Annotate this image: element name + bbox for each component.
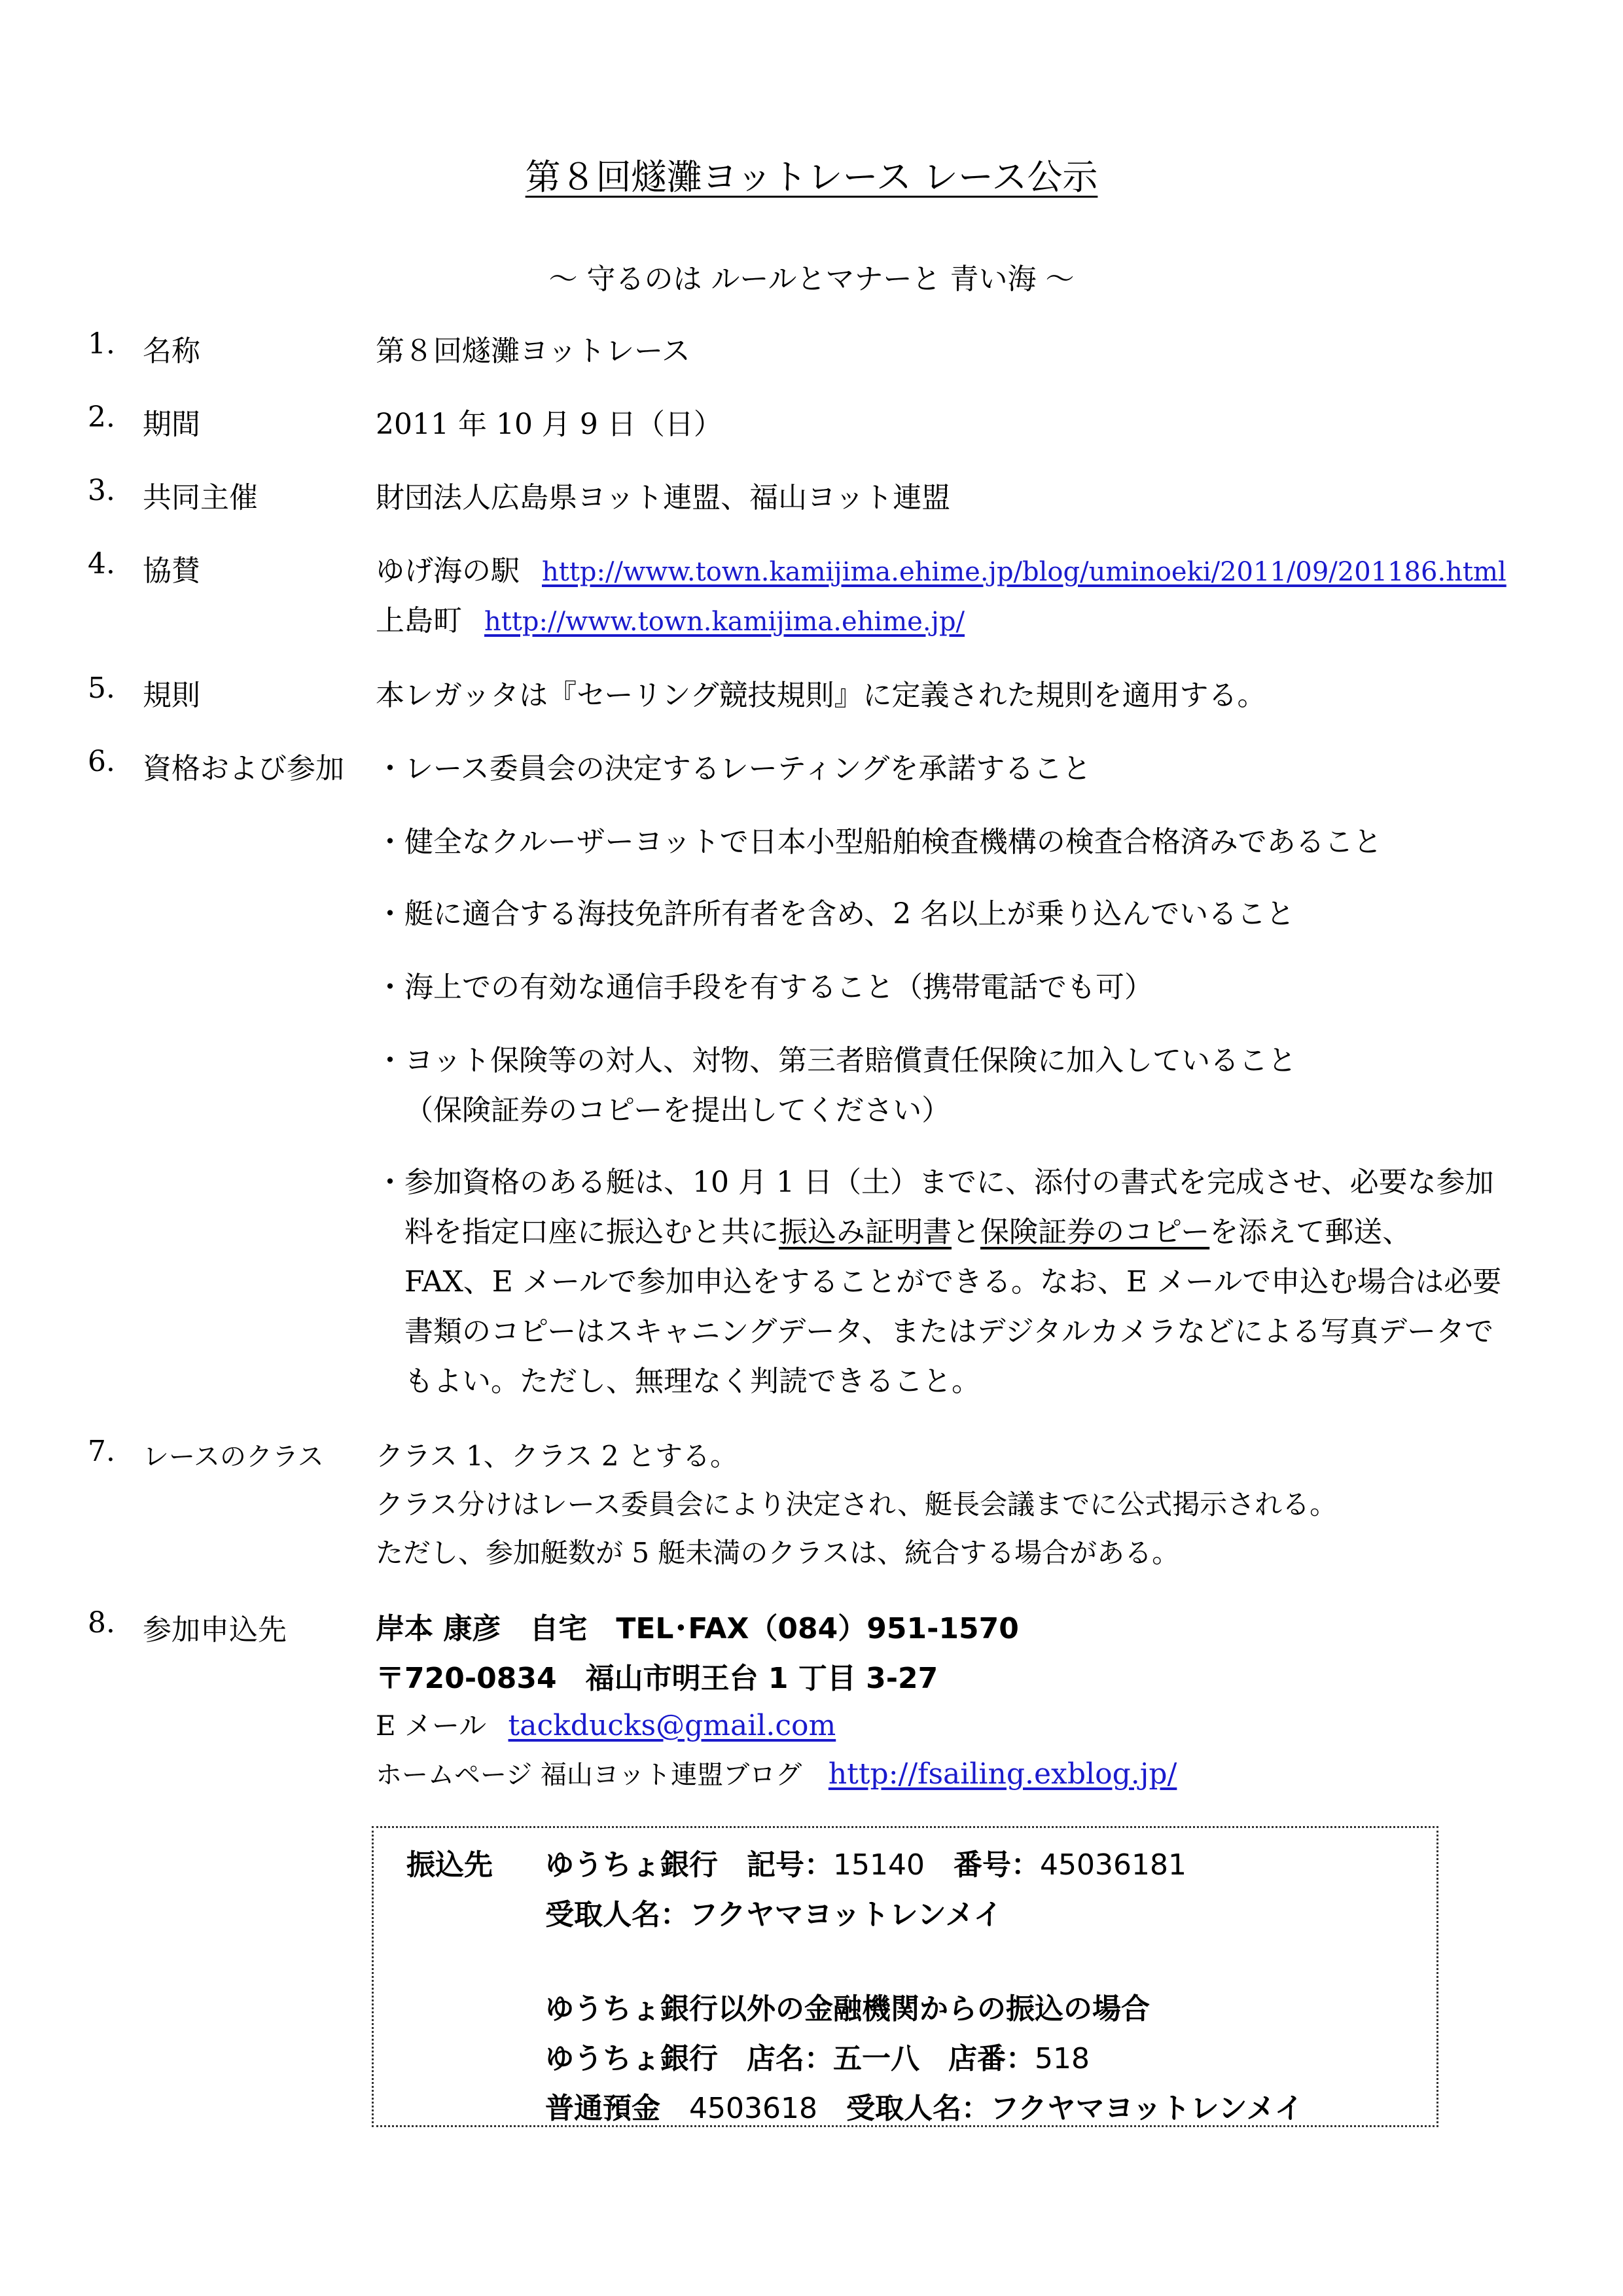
eligibility-bullet-6-line-4: 書類のコピーはスキャニングデータ、またはデジタルカメラなどによる写真データで — [404, 1315, 1494, 1348]
eligibility-bullet-3: 艇に適合する海技免許所有者を含め、2 名以上が乗り込んでいること — [404, 897, 1295, 931]
transfer-info-box — [372, 1826, 1438, 2127]
item-label-eligibility: 資格および参加 — [143, 752, 344, 785]
email-label: E メール — [376, 1710, 487, 1742]
item-label-rules: 規則 — [143, 679, 200, 712]
bullet-mark: ・ — [376, 1166, 404, 1199]
account-type: 普通預金 — [545, 2092, 660, 2125]
item-number: 3. — [88, 474, 115, 507]
eligibility-bullet-1: レース委員会の決定するレーティングを承諾すること — [404, 752, 1092, 785]
symbol-number: 15140 — [833, 1848, 925, 1882]
insurance-copy-text: 保険証券のコピー — [980, 1215, 1210, 1249]
item-label-sponsor: 協賛 — [143, 554, 200, 588]
item-number: 8. — [88, 1606, 115, 1640]
bullet-6-text-a: 料を指定口座に振込むと共に — [404, 1215, 779, 1249]
item-value-period: 2011 年 10 月 9 日（日） — [376, 408, 722, 441]
item-number: 6. — [88, 745, 115, 778]
recipient-2: 受取人名：フクヤマヨットレンメイ — [846, 2092, 1304, 2125]
transfer-recipient: 受取人名：フクヤマヨットレンメイ — [545, 1898, 1003, 1931]
address-line: 〒720-0834 福山市明王台 1 丁目 3-27 — [376, 1662, 938, 1695]
transfer-heading: 振込先 — [406, 1848, 493, 1882]
branch-number: 518 — [1035, 2042, 1090, 2075]
eligibility-bullet-6-line-3: FAX、E メールで参加申込をすることができる。なお、E メールで申込む場合は必要 — [404, 1265, 1502, 1299]
sponsor-line-2 — [376, 597, 965, 639]
bullet-6-text-b: と — [952, 1215, 980, 1249]
eligibility-bullet-6-line-5: もよい。ただし、無理なく判読できること。 — [404, 1365, 980, 1398]
bank-line-text: ゆうちょ銀行 記号： — [545, 1848, 833, 1882]
homepage-link[interactable]: http://fsailing.exblog.jp/ — [828, 1757, 1177, 1791]
branch-line — [545, 2035, 1090, 2077]
page-title: 第８回燧灘ヨットレース レース公示 — [525, 156, 1098, 198]
class-line-1: クラス 1、クラス 2 とする。 — [376, 1440, 738, 1472]
branch-line-text: ゆうちょ銀行 店名：五一八 店番： — [545, 2042, 1035, 2075]
item-value-rules: 本レガッタは『セーリング競技規則』に定義された規則を適用する。 — [376, 679, 1266, 712]
sponsor-1-link[interactable]: http://www.town.kamijima.ehime.jp/blog/uminoeki/2011/09/201186.html — [542, 557, 1507, 587]
item-label-name: 名称 — [143, 334, 200, 368]
homepage-label: ホームページ 福山ヨット連盟ブログ — [376, 1760, 802, 1790]
item-number: 2. — [88, 401, 115, 434]
eligibility-bullet-2: 健全なクルーザーヨットで日本小型船舶検査機構の検査合格済みであること — [404, 825, 1382, 859]
item-value-organizer: 財団法人広島県ヨット連盟、福山ヨット連盟 — [376, 481, 951, 514]
bullet-6-text-c: を添えて郵送、 — [1209, 1215, 1412, 1249]
transfer-bank-line — [545, 1841, 1186, 1883]
item-label-class: レースのクラス — [143, 1442, 324, 1472]
other-bank-heading: ゆうちょ銀行以外の金融機関からの振込の場合 — [545, 1992, 1150, 2026]
page-subtitle: ～ 守るのは ルールとマナーと 青い海 ～ — [548, 262, 1075, 296]
eligibility-bullet-5-line-1: ヨット保険等の対人、対物、第三者賠償責任保険に加入していること — [404, 1044, 1297, 1077]
number-label: 番号： — [953, 1848, 1040, 1882]
savings-line — [545, 2085, 1303, 2126]
email-line — [376, 1704, 836, 1744]
eligibility-bullet-5-line-2: （保険証券のコピーを提出してください） — [404, 1094, 951, 1127]
bullet-mark: ・ — [376, 971, 404, 1004]
bullet-mark: ・ — [376, 897, 404, 931]
transfer-proof-text: 振込み証明書 — [779, 1215, 952, 1249]
sponsor-1-name: ゆげ海の駅 — [376, 554, 520, 588]
item-number: 4. — [88, 547, 115, 581]
eligibility-bullet-4: 海上での有効な通信手段を有すること（携帯電話でも可） — [404, 971, 1153, 1004]
item-label-organizer: 共同主催 — [143, 481, 258, 514]
sponsor-2-name: 上島町 — [376, 604, 462, 637]
email-link[interactable]: tackducks@gmail.com — [508, 1709, 836, 1742]
bullet-mark: ・ — [376, 825, 404, 859]
eligibility-bullet-6-line-1: 参加資格のある艇は、10 月 1 日（土）までに、添付の書式を完成させ、必要な参加 — [404, 1166, 1494, 1199]
item-value-name: 第８回燧灘ヨットレース — [376, 334, 690, 368]
class-line-3: ただし、参加艇数が 5 艇未満のクラスは、統合する場合がある。 — [376, 1537, 1180, 1569]
item-number: 7. — [88, 1435, 115, 1468]
eligibility-bullet-6-line-2 — [404, 1208, 1411, 1250]
account-number: 45036181 — [1039, 1848, 1186, 1882]
bullet-mark: ・ — [376, 1044, 404, 1077]
sponsor-2-link[interactable]: http://www.town.kamijima.ehime.jp/ — [484, 607, 965, 637]
savings-account-number: 4503618 — [689, 2092, 817, 2125]
homepage-line — [376, 1754, 1177, 1791]
item-number: 5. — [88, 672, 115, 705]
sponsor-line-1 — [376, 547, 1507, 589]
item-label-period: 期間 — [143, 408, 200, 441]
contact-line: 岸本 康彦 自宅 TEL･FAX（084）951-1570 — [376, 1612, 1019, 1645]
bullet-mark: ・ — [376, 752, 404, 785]
class-line-2: クラス分けはレース委員会により決定され、艇長会議までに公式掲示される。 — [376, 1488, 1338, 1520]
item-label-application: 参加申込先 — [143, 1613, 287, 1647]
item-number: 1. — [88, 327, 115, 361]
